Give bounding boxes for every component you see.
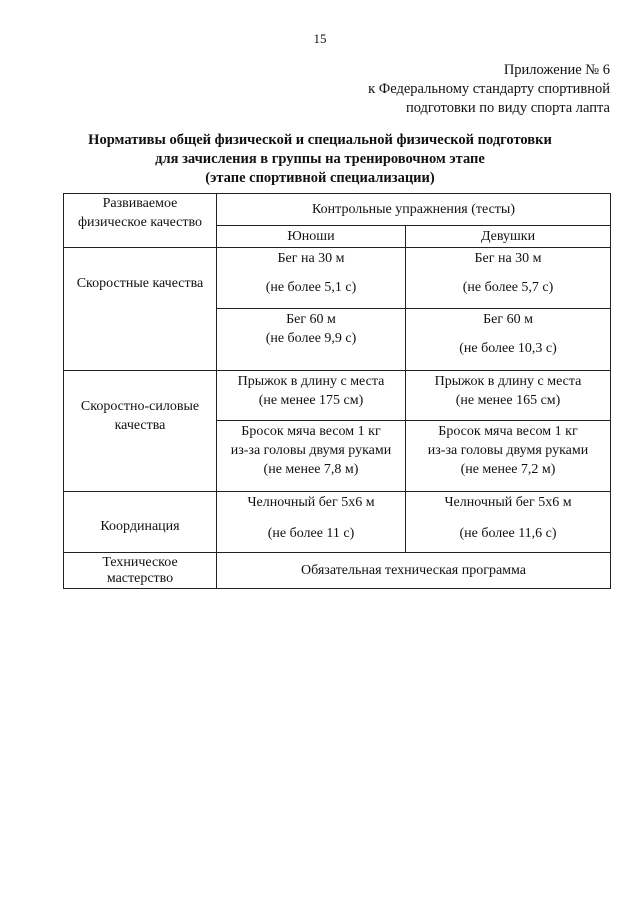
- test-norm: (не менее 175 см): [258, 393, 364, 408]
- quality-cell: [64, 248, 217, 371]
- quality-label: Техническое: [102, 554, 178, 570]
- boys-test-cell: [217, 492, 406, 553]
- test-name: Бросок мяча весом 1 кг: [241, 424, 381, 439]
- quality-label: Координация: [100, 519, 180, 534]
- title-line: для зачисления в группы на тренировочном этапе: [155, 151, 485, 167]
- test-name: Прыжок в длину с места: [237, 374, 385, 389]
- quality-label: Скоростно-силовые: [80, 399, 200, 414]
- test-norm: (не менее 165 см): [455, 393, 561, 408]
- header-boys-cell: Юноши: [217, 226, 406, 248]
- header-quality-line: физическое качество: [77, 215, 203, 230]
- girls-test-cell: [406, 248, 611, 309]
- test-name: Бег на 30 м: [474, 251, 542, 266]
- boys-test-cell: [217, 371, 406, 421]
- program-cell: Обязательная техническая программа: [217, 553, 611, 589]
- title-line: Нормативы общей физической и специальной физической подготовки: [88, 132, 552, 148]
- girls-test-cell: [406, 492, 611, 553]
- header-tests-cell: Контрольные упражнения (тесты): [217, 194, 611, 226]
- title-line: (этапе спортивной специализации): [205, 170, 435, 186]
- quality-cell: [64, 553, 217, 589]
- appendix-heading: [368, 61, 610, 118]
- boys-test-cell: [217, 248, 406, 309]
- test-norm: (не более 11,6 с): [459, 526, 557, 541]
- appendix-line: к Федеральному стандарту спортивной: [368, 81, 610, 97]
- test-norm: (не менее 7,8 м): [263, 462, 359, 477]
- test-name: Бег 60 м: [286, 312, 336, 327]
- table-row: [64, 248, 611, 309]
- test-norm: (не более 10,3 с): [459, 341, 557, 356]
- test-norm: (не более 5,7 с): [462, 280, 554, 295]
- test-name: из-за головы двумя руками: [427, 443, 589, 458]
- test-name: Прыжок в длину с места: [434, 374, 582, 389]
- table-header-row: [64, 194, 611, 226]
- appendix-line: Приложение № 6: [503, 62, 610, 78]
- norms-table: [63, 193, 611, 589]
- header-quality-cell: [64, 194, 217, 248]
- boys-test-cell: [217, 309, 406, 371]
- quality-label: качества: [114, 418, 166, 433]
- quality-cell: [64, 492, 217, 553]
- table-row: [64, 553, 611, 589]
- page-number: 15: [313, 31, 327, 46]
- test-name: Бег на 30 м: [277, 251, 345, 266]
- quality-label: Скоростные качества: [76, 276, 204, 291]
- table-row: [64, 371, 611, 421]
- test-name: Бросок мяча весом 1 кг: [438, 424, 578, 439]
- document-title: [0, 131, 640, 188]
- boys-test-cell: [217, 421, 406, 492]
- test-norm: (не более 11 с): [267, 526, 355, 541]
- quality-label: мастерство: [106, 570, 174, 586]
- test-norm: (не более 9,9 с): [265, 331, 357, 346]
- test-name: Челночный бег 5x6 м: [444, 495, 572, 510]
- girls-test-cell: [406, 309, 611, 371]
- table-row: [64, 492, 611, 553]
- appendix-line: подготовки по виду спорта лапта: [405, 100, 610, 116]
- test-name: Челночный бег 5x6 м: [247, 495, 375, 510]
- quality-cell: [64, 371, 217, 492]
- test-name: из-за головы двумя руками: [230, 443, 392, 458]
- test-norm: (не более 5,1 с): [265, 280, 357, 295]
- test-name: Бег 60 м: [483, 312, 533, 327]
- header-girls-cell: Девушки: [406, 226, 611, 248]
- girls-test-cell: [406, 371, 611, 421]
- girls-test-cell: [406, 421, 611, 492]
- test-norm: (не менее 7,2 м): [460, 462, 556, 477]
- header-quality-line: Развиваемое: [102, 196, 178, 211]
